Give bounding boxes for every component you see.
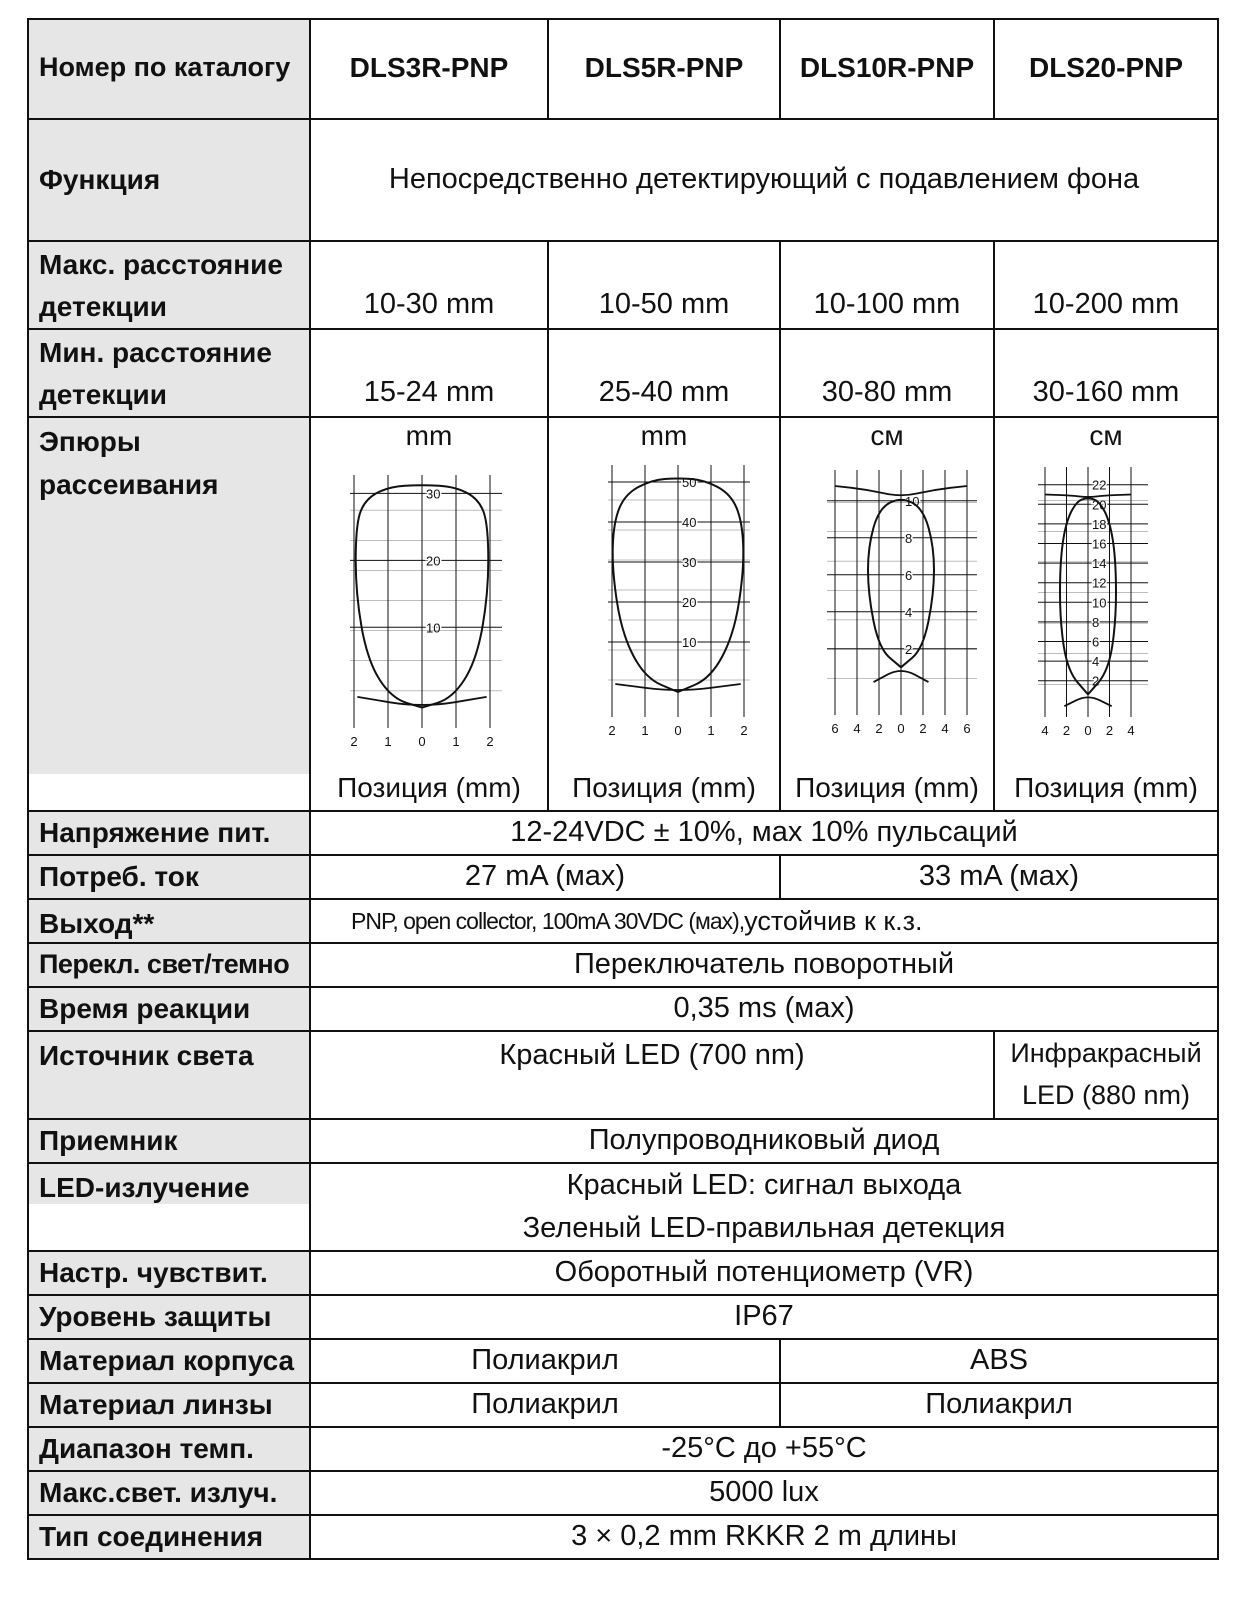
grid-line [27,898,1219,900]
y-tick-label: 6 [1092,634,1100,650]
y-tick-label: 14 [1092,556,1107,572]
receiver-value: Полупроводниковый диод [588,1124,940,1157]
chart-xlabel-4: Позиция (mm) [1014,772,1198,803]
chart-unit-4: см [1089,420,1123,451]
column-divider [779,854,781,900]
lens-value: Полиакрил [471,1388,619,1421]
column-divider [993,240,995,812]
grid-line [27,1294,1219,1296]
min-distance-value: 25-40 mm [598,375,730,408]
spec-table [27,18,1235,1598]
chart-xlabel-3: Позиция (mm) [795,772,979,803]
y-tick-label: 50 [682,475,697,490]
grid-line [27,1426,1219,1428]
grid-line [27,1470,1219,1472]
y-tick-label: 12 [1092,575,1107,591]
light-dark-value: Переключатель поворотный [573,948,955,981]
y-tick-label: 30 [426,486,441,502]
grid-line [27,942,1219,944]
column-divider [779,18,781,118]
y-tick-label: 8 [1092,614,1100,630]
diagrams-label: Эпюры рассеивания [27,418,309,774]
table-border-left [27,18,29,1560]
y-tick-label: 10 [905,493,920,509]
chart-unit-2: mm [640,420,688,451]
column-divider [779,1338,781,1428]
current-value: 27 mA (мах) [464,860,626,893]
y-tick-label: 10 [426,620,441,636]
y-tick-label: 16 [1092,536,1107,552]
max-distance-label: Макс. расстояние детекции [27,242,309,328]
x-tick-label: 1 [452,734,460,749]
column-divider [779,240,781,812]
y-tick-label: 8 [905,530,913,546]
grid-line [27,1162,1219,1164]
y-tick-label: 4 [1092,654,1100,670]
grid-line [27,986,1219,988]
y-tick-label: 10 [682,635,697,650]
model-dls3r-pnp: DLS3R-PNP [349,52,509,83]
chart-xlabel-1: Позиция (mm) [337,772,521,803]
min-distance-value: 15-24 mm [363,375,495,408]
grid-line [27,416,1219,418]
ambient-light-label: Макс.свет. излуч. [27,1472,309,1514]
housing-label: Материал корпуса [27,1340,309,1382]
y-tick-label: 20 [1092,497,1107,513]
voltage-value: 12-24VDC ± 10%, мах 10% пульсаций [510,816,1018,849]
x-tick-label: 0 [418,734,426,749]
light-source-value: Красный LED (700 nm) [499,1039,805,1071]
x-tick-label: 1 [641,723,649,738]
connection-label: Тип соединения [27,1516,309,1558]
output-value-spec: PNP, open collector, 100mA 30VDC (мах), [351,907,745,934]
grid-line [27,1030,1219,1032]
x-tick-label: 2 [919,721,927,736]
grid-line [27,328,1219,330]
x-tick-label: 6 [831,721,839,736]
y-tick-label: 18 [1092,516,1107,532]
led-indication-line2: Зеленый LED-правильная детекция [522,1212,1006,1245]
x-tick-label: 1 [384,734,392,749]
grid-line [27,1250,1219,1252]
housing-value: Полиакрил [471,1344,619,1377]
connection-value: 3 × 0,2 mm RKKR 2 m длины [571,1520,957,1553]
x-tick-label: 0 [1084,723,1092,738]
catalog-number-label: Номер по каталогу [27,18,309,118]
x-tick-label: 0 [897,721,905,736]
chart-unit-1: mm [405,420,453,451]
y-tick-label: 2 [905,641,913,657]
x-tick-label: 1 [707,723,715,738]
x-tick-label: 2 [740,723,748,738]
output-value-shortcircuit: устойчив к к.з. [744,905,923,936]
grid-line [27,854,1219,856]
grid-line [27,1118,1219,1120]
current-label: Потреб. ток [27,856,309,898]
output-label: Выход** [27,900,309,942]
grid-line [27,118,1219,120]
y-tick-label: 4 [905,604,913,620]
table-border-bottom [27,1558,1219,1560]
y-tick-label: 2 [1092,673,1100,689]
chart-unit-3: см [870,420,904,451]
x-tick-label: 2 [486,734,494,749]
grid-line [27,1382,1219,1384]
x-tick-label: 6 [963,721,971,736]
sensitivity-value: Оборотный потенциометр (VR) [554,1256,974,1289]
light-source-value: Инфракрасный LED (880 nm) [1010,1038,1202,1110]
protection-value: IP67 [734,1300,794,1333]
model-dls10r-pnp: DLS10R-PNP [799,52,975,83]
grid-line [27,1514,1219,1516]
lens-value: Полиакрил [925,1388,1073,1421]
grid-line [27,1338,1219,1340]
y-tick-label: 22 [1092,477,1107,493]
light-source-label: Источник света [27,1032,309,1118]
ambient-light-value: 5000 lux [709,1476,819,1509]
protection-label: Уровень защиты [27,1296,309,1338]
x-tick-label: 4 [1127,723,1135,738]
temperature-value: -25°C до +55°C [661,1432,867,1465]
x-tick-label: 2 [608,723,616,738]
model-dls5r-pnp: DLS5R-PNP [584,52,744,83]
voltage-label: Напряжение пит. [27,812,309,854]
min-distance-value: 30-160 mm [1032,375,1180,408]
housing-value: ABS [969,1344,1029,1377]
y-tick-label: 20 [426,553,441,569]
chart-xlabel-2: Позиция (mm) [572,772,756,803]
led-indication-line1: Красный LED: сигнал выхода [566,1169,962,1202]
function-value: Непосредственно детектирующий с подавлением фона [388,163,1140,196]
temperature-label: Диапазон темп. [27,1428,309,1470]
x-tick-label: 2 [1105,723,1114,738]
y-tick-label: 10 [1092,595,1107,611]
y-tick-label: 20 [682,595,697,610]
column-divider [547,240,549,812]
max-distance-value: 10-200 mm [1032,287,1180,320]
max-distance-value: 10-100 mm [813,287,961,320]
label-column-divider [309,18,311,1560]
table-border-right [1217,18,1219,1560]
grid-line [27,810,1219,812]
x-tick-label: 4 [853,721,861,736]
grid-line [27,240,1219,242]
model-dls20-pnp: DLS20-PNP [1028,52,1184,83]
function-label: Функция [27,120,309,240]
min-distance-value: 30-80 mm [821,375,953,408]
sensitivity-label: Настр. чувствит. [27,1252,309,1294]
x-tick-label: 2 [1062,723,1071,738]
column-divider [993,18,995,118]
max-distance-value: 10-30 mm [363,287,495,320]
x-tick-label: 4 [941,721,949,736]
beam-diagram-dls20 [27,18,1235,818]
x-tick-label: 4 [1041,723,1049,738]
y-tick-label: 6 [905,567,913,583]
x-tick-label: 0 [674,723,682,738]
response-time-label: Время реакции [27,988,309,1030]
table-border-top [27,18,1219,20]
min-distance-label: Мин. расстояние детекции [27,330,309,416]
led-indication-label: LED-излучение [27,1164,309,1204]
x-tick-label: 2 [875,721,883,736]
max-distance-value: 10-50 mm [598,287,730,320]
lens-label: Материал линзы [27,1384,309,1426]
response-time-value: 0,35 ms (мах) [673,992,855,1025]
output-value [311,900,1217,942]
current-value: 33 mA (мах) [918,860,1080,893]
receiver-label: Приемник [27,1120,309,1162]
light-dark-label: Перекл. свет/темно [27,944,309,986]
column-divider [547,18,549,118]
column-divider [993,1030,995,1120]
y-tick-label: 30 [682,555,697,570]
y-tick-label: 40 [682,515,697,530]
x-tick-label: 2 [350,734,358,749]
